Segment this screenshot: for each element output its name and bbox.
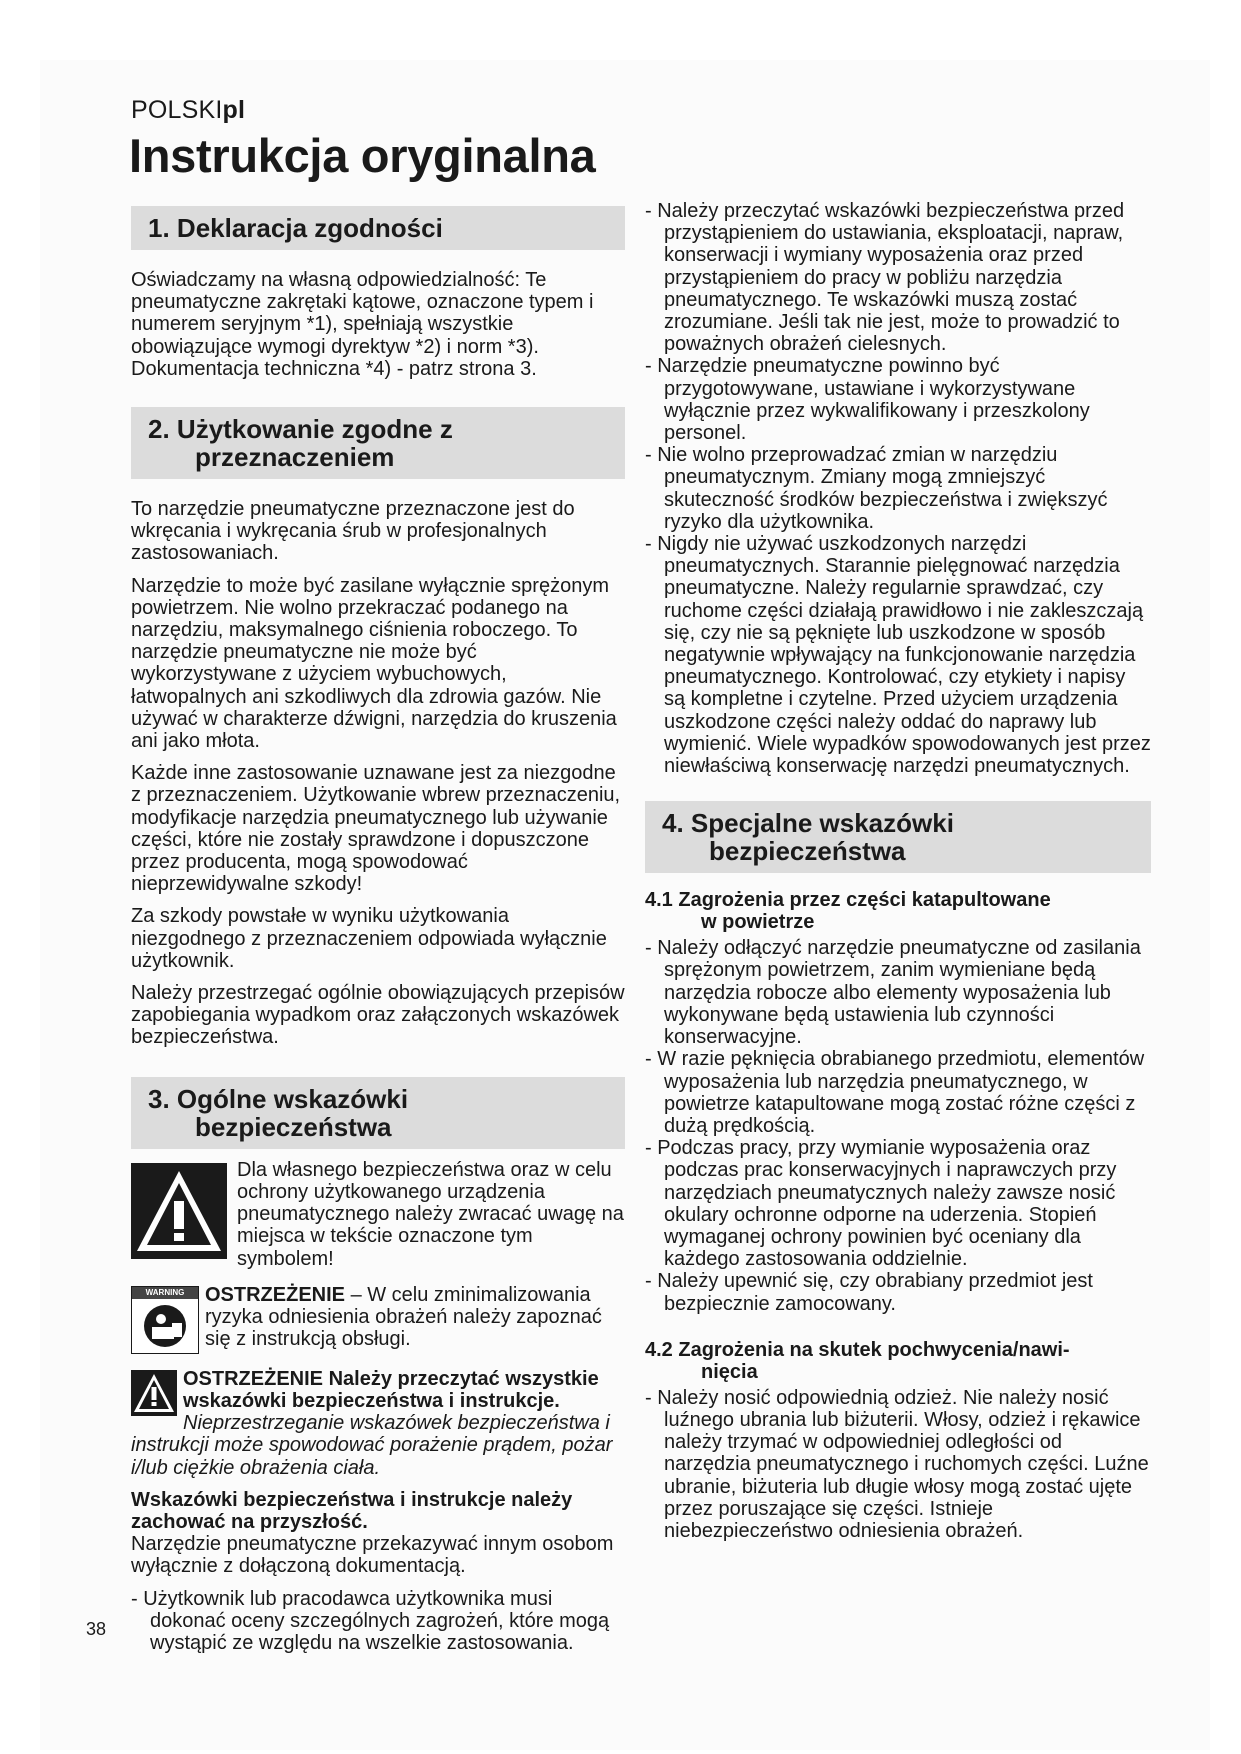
section-2-paragraph: Narzędzie to może być zasilane wyłącznie sprężonym powietrzem. Nie wolno przekraczać podanego na narzędziu, maksymalnego ciśnienia roboczego. To narzędzie pneumatyczne nie może być wykorzystywane z użyciem wybuchowych, łatwopalnych ani szkodliwych dla zdrowia gazów. Nie używać w charakterze dźwigni, narzędzia do kruszenia ani jako młota.	[131, 574, 617, 753]
warning-triangle-icon	[131, 1370, 177, 1416]
warning-triangle-icon	[131, 1163, 227, 1259]
warning-1-text: OSTRZEŻENIE – W celu zminimalizowania ryzyka odniesienia obrażeń należy zapoznać się z instrukcją obsługi.	[205, 1283, 602, 1351]
keep-instructions-text: Narzędzie pneumatyczne przekazywać innym osobom wyłącznie z dołączoną dokumentacją.	[131, 1533, 614, 1578]
page-number: 38	[86, 1619, 107, 1639]
list-item: - Podczas pracy, przy wymianie wyposażenia oraz podczas prac konserwacyjnych i naprawczych przy narzędziach pneumatycznych należy zawsze nosić okulary ochronne odporne na uderzenia. Stopień wymaganej ochrony powinien być oceniany dla każdego zastosowania oddzielnie.	[645, 1137, 1117, 1271]
list-item: - Nie wolno przeprowadzać zmian w narzędziu pneumatycznym. Zmiany mogą zmniejszyć skuteczność środków bezpieczeństwa i zwiększyć ryzyko dla użytkownika.	[645, 444, 1108, 533]
list-item: - W razie pęknięcia obrabianego przedmiotu, elementów wyposażenia lub narzędzia pneumatycznego, w powietrze katapultowane mogą zostać różne części z dużą prędkością.	[645, 1048, 1145, 1137]
page-title: Instrukcja oryginalna	[129, 129, 596, 182]
section-2-paragraph: Za szkody powstałe w wyniku użytkowania niezgodnego z przeznaczeniem odpowiada wyłącznie użytkownik.	[131, 905, 607, 972]
warning-read-all	[131, 1368, 625, 1479]
section-3-heading: 3. Ogólne wskazówki bezpieczeństwa	[131, 1077, 625, 1149]
list-item: - Należy odłączyć narzędzie pneumatyczne od zasilania sprężonym powietrzem, zanim wymieniane będą narzędzia robocze albo elementy wyposażenia lub wykonywane będą ustawienia lub czynności konserwacyjne.	[645, 937, 1141, 1049]
keep-instructions-heading: Wskazówki bezpieczeństwa i instrukcje należy zachować na przyszłość.	[131, 1488, 573, 1533]
list-item: - Narzędzie pneumatyczne powinno być przygotowywane, ustawiane i wykorzystywane wyłącznie przez wykwalifikowany i przeszkolony personel.	[645, 355, 1090, 445]
left-column	[131, 206, 625, 1654]
warning-read-manual	[131, 1284, 625, 1354]
section-1-heading: 1. Deklaracja zgodności	[131, 206, 625, 250]
list-item: - Użytkownik lub pracodawca użytkownika musi dokonać oceny szczególnych zagrożeń, które mogą wystąpić ze względu na wszelkie zastosowania.	[131, 1587, 610, 1654]
read-manual-icon: WARNING	[131, 1286, 199, 1354]
subsection-4-1-heading: 4.1 Zagrożenia przez części katapultowane w powietrze	[645, 889, 1051, 934]
section-2-paragraph: To narzędzie pneumatyczne przeznaczone jest do wkręcania i wykręcania śrub w profesjonalnych zastosowaniach.	[131, 498, 575, 565]
language-label: POLSKIpl	[131, 96, 246, 124]
section-1-body: Oświadczamy na własną odpowiedzialność: Te pneumatyczne zakrętaki kątowe, oznaczone typem i numerem seryjnym *1), spełniają wszystkie obowiązujące wymogi dyrektyw *2) i norm *3). Dokumentacja techniczna *4) - patrz strona 3.	[131, 269, 594, 380]
subsection-4-2-heading: 4.2 Zagrożenia na skutek pochwycenia/nawi- nięcia	[645, 1338, 1070, 1383]
right-column	[645, 200, 1151, 1542]
section-2-paragraph: Należy przestrzegać ogólnie obowiązujących przepisów zapobiegania wypadkom oraz załączonych wskazówek bezpieczeństwa.	[131, 982, 625, 1049]
list-item: - Należy przeczytać wskazówki bezpieczeństwa przed przystąpieniem do ustawiania, eksploatacji, napraw, konserwacji i wymiany wyposażenia oraz przed przystąpieniem do pracy w pobliżu narzędzia pneumatycznego. Te wskazówki muszą zostać zrozumiane. Jeśli tak nie jest, może to prowadzić to poważnych obrażeń cielesnych.	[645, 200, 1125, 356]
list-item: - Należy upewnić się, czy obrabiany przedmiot jest bezpiecznie zamocowany.	[645, 1270, 1093, 1315]
section-2-heading: 2. Użytkowanie zgodne z przeznaczeniem	[131, 407, 625, 479]
list-item: - Nigdy nie używać uszkodzonych narzędzi pneumatycznych. Starannie pielęgnować narzędzia pneumatyczne. Należy regularnie sprawdzać, czy ruchome części działają prawidłowo i nie zakleszczają się, czy nie są pęknięte lub uszkodzone w sposób negatywnie wpływający na funkcjonowanie narzędzia pneumatycznego. Kontrolować, czy etykiety i napisy są kompletne i czytelne. Przed użyciem urządzenia uszkodzone części należy oddać do naprawy lub wymienić. Wiele wypadków spowodowanych jest przez niewłaściwą konserwację narzędzi pneumatycznych.	[645, 533, 1151, 778]
section-2-paragraph: Każde inne zastosowanie uznawane jest za niezgodne z przeznaczeniem. Użytkowanie wbrew przeznaczeniu, modyfikacje narzędzia pneumatycznego lub używanie części, które nie zostały sprawdzone i dopuszczone przez producenta, mogą spowodować nieprzewidywalne szkody!	[131, 762, 621, 896]
safety-symbol-note	[131, 1159, 625, 1270]
safety-symbol-text: Dla własnego bezpieczeństwa oraz w celu ochrony użytkowanego urządzenia pneumatycznego należy zwracać uwagę na miejsca w tekście oznaczone tym symbolem!	[237, 1158, 624, 1270]
list-item: - Należy nosić odpowiednią odzież. Nie należy nosić luźnego ubrania lub biżuterii. Włosy, odzież i rękawice należy trzymać w odpowiedniej odległości od narzędzia pneumatycznego i ruchomych części. Luźne ubranie, biżuteria lub długie włosy mogą zostać ujęte przez poruszające się części. Istnieje niebezpieczeństwo odniesienia obrażeń.	[645, 1386, 1149, 1542]
warning-2-text: OSTRZEŻENIE Należy przeczytać wszystkie wskazówki bezpieczeństwa i instrukcje. Nieprzestrzeganie wskazówek bezpieczeństwa i instrukcji może spowodować porażenie prądem, pożar i/lub ciężkie obrażenia ciała.	[131, 1367, 613, 1479]
section-4-heading: 4. Specjalne wskazówki bezpieczeństwa	[645, 801, 1151, 873]
